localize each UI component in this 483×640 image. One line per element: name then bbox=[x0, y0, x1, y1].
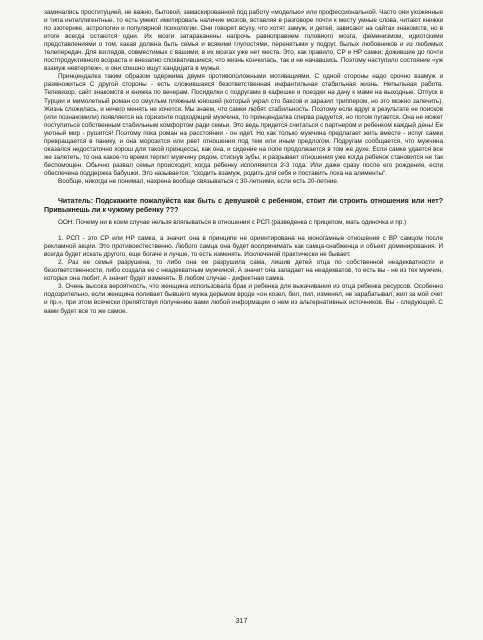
author-answer-intro: ООН: Почему ни в коем случае нельзя вляпываться в отношения с РСП (разведенка с прицепом, мать одиночка и пр.) bbox=[58, 219, 407, 227]
answer-point-1: 1. РСП - это СР или НР самка, а значит она в принципе не ориентирована на моногамные отношения с ВР самцом после рекламной акции. Это противоестественно. Любого самца она будет воспринимать как самца-снабженца и объект доминирования. И всегда будет искать другого, еще богаче и лучше, то есть изменять. Исключений практически не бывает. bbox=[44, 235, 443, 259]
page-number: 317 bbox=[235, 618, 248, 625]
page-text bbox=[44, 9, 443, 316]
paragraph-2: Принцендалка таким образом одержима двумя противоположными мотивациями. С одной стороны надо срочно взамуж и размножиться С другой стороны - есть сложившаяся безответственная инфантильная стабильная жизнь. Непыльная работа. Телевизор, сайт знакомств и книжка по вечерам. Посиделки с подругами в кафешке и поездки на дачу к маме на выходные. Отпуск в Турции и мимолетный роман со смуглым пляжным юношей (который украл сто баксов и заразил триппером, но это можно залечить). Жизнь сложилась, и ничего менять не хочется. Мы знаем, что самки любят стабильность. Поэтому если вдруг в результате ее поисков (или познакомили) появляется на горизонте подходящий мужчина, то принцендалка сперва радуется, но потом пугается. Она не может поступиться собственным стабильным комфортом ради семьи. Это ведь придется считаться с партнером и ребенком каждый день! Ее уютный мир - рушится! Поэтому пока роман на расстоянии - он идет. Но как только мужчина предлагает жить вместе - испуг самки превращается в панику, и она морозится или рвет отношения под тем или иным предлогом. Подругам сообщается, что мужчина оказался недостаточно хорош для такой принцессы, как она, и сидение на попе продолжается в том же духе. Если самке удается все же залететь, то она какое-то время терпит мужчину рядом, стиснув зубы, и разрывает отношения уже когда ребенок становится не так беспомощен. Обычно развал семьи происходит, когда ребенку исполняется 2-3 года. Или даже сразу после его рождения, если обеспечена поддержка бабушки. Это называется: "сходить взамуж, родить для себя и поставить лоха на алименты". bbox=[44, 73, 443, 177]
paragraph-1: заминались проституцией, не важно, бытовой, замаскированной под работу «моделью» или профессиональной. Часто они ухоженные и типа интеллигентные, то есть умеют имитировать наличие мозгов, вставляя в разговоре почти к месту умные слова, читают книжки по эзотерике, астрологии и популярной психологии. Они говорят всуху, что хотят замуж, и детей, зависают на сайтах знакомств, но в итоге всегда остаются одни. Их мозги затараканены напрочь равноправием головного мозга, феминизмом, идиотскими представлениями о том, какая должна быть семья и всякими глупостями, перенятыми у подруг, былых любовников и из любимых телепередач. Для взглядов, совместимых с вашими, в их мозгах уже нет места. Это, как правило, СР и НР самки, дожившие до почти постпродуктивного возраста и внезапно спохватившиеся, что жизнь кончилась, так и не начавшись. Поэтому наступило состояние «уж взамуж невтерпеж», и они спешно ищут кандидата в мужья. bbox=[44, 9, 443, 73]
reader-question: Читатель: Подскажите пожалуйста как быть с девушкой с ребенком, стоит ли строить отношения или нет? Привыкнешь ли к чужому ребенку ??? bbox=[44, 197, 443, 215]
paragraph-3: Вообще, никогда не понимал, нахрена вообще связываться с 30-летними, если есть 20-летние. bbox=[58, 177, 339, 185]
answer-point-3: 3. Очень высока вероятность, что женщина использовала брак и ребенка для выкачивания из отца ребенка ресурсов. Особенно подозрительно, если женщина поливает бывшего мужа дерьмом вроде «он козел, бил, пил, изменял, не зарабатывал, жил за мой счет и пр.», при этом всячески препятствуя получению вами любой информации о нем из альтернативных источников. Вы - следующий. С вами будет все то же самое. bbox=[44, 283, 443, 315]
answer-point-2: 2. Раз ее семья разрушена, то либо она ее разрушила сама, лишив детей отца по собственной неадекватности и безответственности, либо создала ее с неадекватным мужчиной. А значит она западает на неадекватов, то есть вы - не из тех мужчин, которых она любит. А значит будет изменять. В любом случае - дефектная самка. bbox=[44, 259, 443, 283]
